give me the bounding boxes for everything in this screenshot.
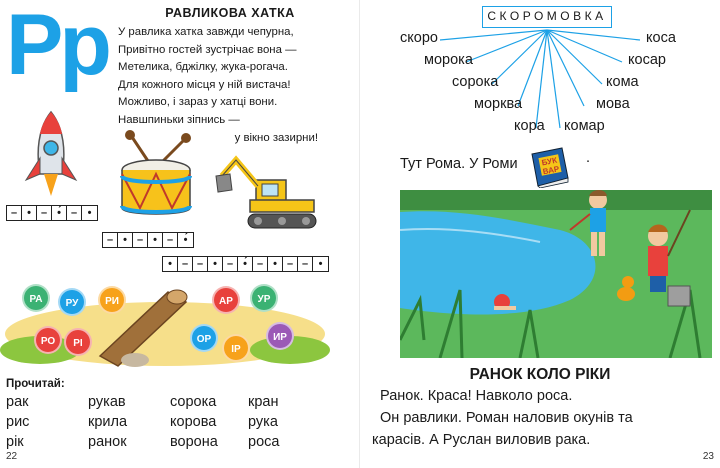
snail-scene [0, 272, 330, 372]
drum-icon [116, 130, 196, 226]
word: рис [6, 414, 30, 430]
poem-text [118, 24, 318, 147]
poem-line: Для кожного місця у ній вистача! [118, 78, 291, 91]
poem-line: Можливо, і зараз у хатці вони. [118, 96, 278, 109]
story-line: Он равлики. Роман наловив окунів та [380, 410, 633, 426]
book-icon [528, 146, 572, 188]
tongue-twister-word: коса [646, 30, 676, 46]
snail-syllable: ІР [222, 334, 250, 362]
tongue-twister-word: кома [606, 74, 639, 90]
story-line: Ранок. Краса! Навколо роса. [380, 388, 573, 404]
word-grid [6, 393, 318, 452]
story-title: РАНОК КОЛО РІКИ [469, 366, 611, 383]
tongue-twister-word: кора [514, 118, 545, 134]
rebus-line: Тут Рома. У Роми [400, 156, 518, 172]
tongue-twister-word: комар [564, 118, 605, 134]
snail-syllable: РУ [58, 288, 86, 316]
read-label: Прочитай: [6, 378, 65, 390]
tongue-twister-title: СКОРОМОВКА [482, 6, 612, 28]
right-page [360, 0, 720, 468]
page-number: 23 [702, 451, 714, 462]
word: роса [248, 434, 280, 450]
story-line: карасів. А Руслан виловив рака. [372, 432, 591, 448]
river-illustration [400, 190, 712, 358]
word: рукав [88, 394, 126, 410]
tongue-twister-word: косар [628, 52, 666, 68]
word: кран [248, 394, 279, 410]
snail-syllable: РО [34, 326, 62, 354]
word: рік [6, 434, 24, 450]
period: . [586, 150, 591, 166]
word: сорока [170, 394, 217, 410]
snail-syllable: РІ [64, 328, 92, 356]
word: корова [170, 414, 217, 430]
tongue-twister-word: морква [474, 96, 523, 112]
tongue-twister-word: мова [596, 96, 630, 112]
tongue-twister-word: сорока [452, 74, 499, 90]
poem-line: У равлика хатка завжди чепурна, [118, 26, 294, 38]
poem-line: Привітно гостей зустрічає вона — [118, 43, 297, 56]
snail-syllable: АР [212, 286, 240, 314]
sound-scheme-drum: – • – • – •́ [102, 232, 194, 248]
word: рука [248, 414, 278, 430]
word: ранок [88, 434, 127, 450]
word: крила [88, 414, 128, 430]
tongue-twister-word: морока [424, 52, 473, 68]
excavator-icon [214, 154, 324, 234]
poem-line: у вікно зазирни! [234, 131, 318, 144]
page-number: 22 [6, 451, 18, 462]
snail-syllable: УР [250, 284, 278, 312]
word: ворона [170, 434, 218, 450]
snail-syllable: РА [22, 284, 50, 312]
big-letter: Рр [6, 0, 108, 93]
rocket-icon [16, 108, 86, 200]
snail-syllable: ОР [190, 324, 218, 352]
poem-line: Навшпиньки зіпнись — [118, 113, 240, 126]
snail-syllable: РИ [98, 286, 126, 314]
story-text [372, 385, 708, 451]
poem-title: РАВЛИКОВА ХАТКА [165, 6, 295, 20]
poem-line: Метелика, бджілку, жука-рогача. [118, 61, 288, 74]
book-label: БУК [540, 155, 558, 168]
tongue-twister-word: скоро [400, 30, 438, 46]
snail-syllable: ИР [266, 322, 294, 350]
sound-scheme-rocket: – • – •́ – • [6, 205, 98, 221]
book-label: ВАР [542, 164, 561, 177]
sound-scheme-excavator: • – – • – •́ – • – – • [162, 256, 329, 272]
word: рак [6, 394, 29, 410]
